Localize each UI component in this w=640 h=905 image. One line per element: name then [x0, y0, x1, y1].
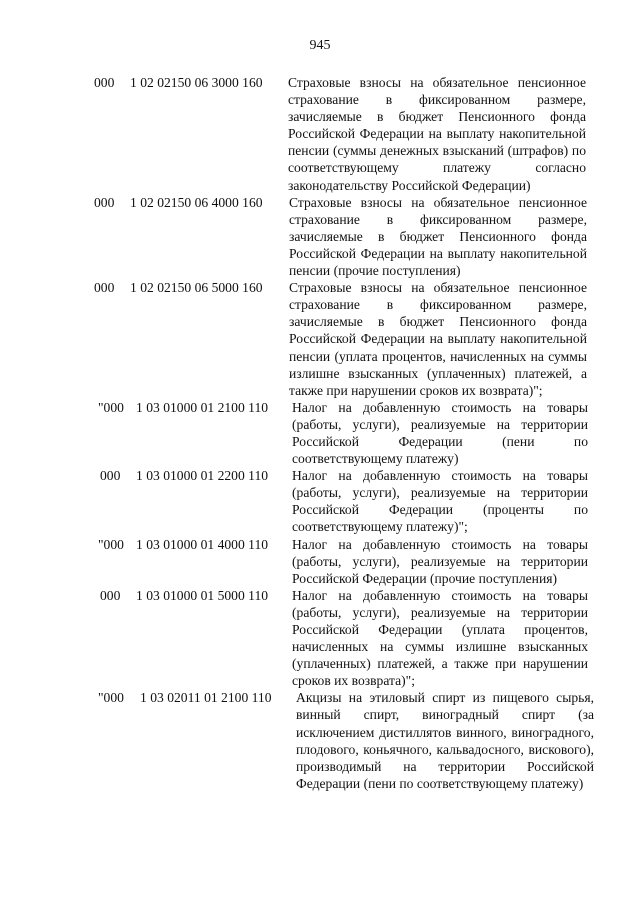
admin-code: "000	[98, 690, 124, 706]
list-item	[0, 587, 640, 690]
admin-code: 000	[100, 468, 121, 484]
budget-classification-code: 1 03 01000 01 5000 110	[136, 587, 269, 603]
budget-classification-code: 1 03 01000 01 2100 110	[136, 399, 269, 415]
page-number: 945	[309, 38, 331, 53]
list-item	[0, 74, 640, 194]
list-item	[0, 399, 640, 467]
budget-classification-code: 1 02 02150 06 4000 160	[130, 194, 263, 210]
budget-code-list	[0, 74, 640, 792]
admin-code: 000	[94, 75, 115, 90]
budget-classification-code: 1 03 01000 01 4000 110	[136, 536, 269, 552]
entry-description: Страховые взносы на обязательное пенсионное страхование в фиксированном размере, зачисляемые в бюджет Пенсионного фонда Российской Федерации на выплату накопительной пенсии (прочие поступления)	[289, 194, 587, 279]
entry-description: Налог на добавленную стоимость на товары (работы, услуги), реализуемые на территории Российской Федерации (проценты по соответствующему платежу)";	[292, 468, 588, 535]
budget-classification-code: 1 03 01000 01 2200 110	[136, 468, 269, 484]
entry-description: Акцизы на этиловый спирт из пищевого сырья, винный спирт, виноградный спирт (за исключением дистиллятов винного, виноградного, плодового, коньячного, кальвадосного, вискового), производимый на территории Российской Федерации (пени по соответствующему платежу)	[296, 690, 594, 791]
list-item	[0, 279, 640, 399]
admin-code: "000	[98, 399, 124, 415]
entry-description: Налог на добавленную стоимость на товары (работы, услуги), реализуемые на территории Российской Федерации (пени по соответствующему платежу)	[292, 399, 588, 467]
budget-classification-code: 1 02 02150 06 3000 160	[130, 75, 263, 90]
entry-description: Страховые взносы на обязательное пенсионное страхование в фиксированном размере, зачисляемые в бюджет Пенсионного фонда Российской Федерации на выплату накопительной пенсии (уплата процентов, начисленных на суммы излишне взысканных (уплаченных) платежей, а также при нарушении сроков их возврата)";	[289, 280, 587, 398]
entry-description: Страховые взносы на обязательное пенсионное страхование в фиксированном размере, зачисляемые в бюджет Пенсионного фонда Российской Федерации на выплату накопительной пенсии (суммы денежных взысканий (штрафов) по соответствующему платежу согласно законодательству Российской Федерации)	[288, 75, 586, 193]
list-item	[0, 536, 640, 587]
budget-classification-code: 1 02 02150 06 5000 160	[130, 280, 263, 296]
budget-classification-code: 1 03 02011 01 2100 110	[140, 690, 272, 706]
admin-code: 000	[94, 280, 115, 296]
list-item	[0, 467, 640, 535]
entry-description: Налог на добавленную стоимость на товары (работы, услуги), реализуемые на территории Российской Федерации (прочие поступления)	[292, 536, 588, 586]
list-item	[0, 689, 640, 792]
admin-code: "000	[98, 536, 124, 552]
entry-description: Налог на добавленную стоимость на товары (работы, услуги), реализуемые на территории Российской Федерации (уплата процентов, начисленных на суммы излишне взысканных (уплаченных) платежей, а также при нарушении сроков их возврата)";	[292, 587, 588, 689]
admin-code: 000	[100, 587, 121, 603]
admin-code: 000	[94, 194, 115, 210]
list-item	[0, 194, 640, 279]
